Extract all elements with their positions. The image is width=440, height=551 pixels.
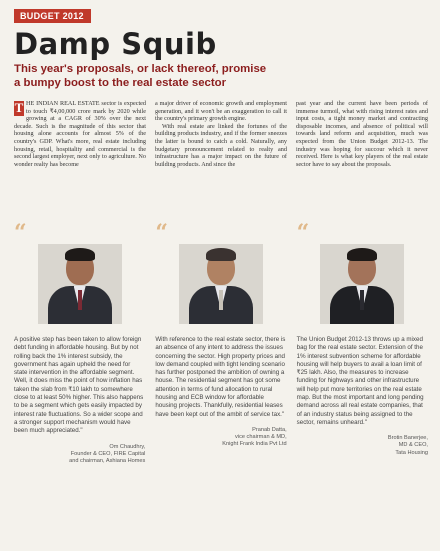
person-name: Pranab Datta, <box>252 426 287 433</box>
person-name: Om Chaudhry, <box>109 443 146 450</box>
person-title: Founder & CEO, FIRE Capital <box>70 450 146 457</box>
quote-attribution <box>155 427 286 449</box>
subhead <box>14 62 428 90</box>
portrait-photo-2 <box>179 244 263 324</box>
column-3-text: past year and the current have been periods of immense turmoil, what with rising interest rates and input costs, a tight money market and contracting disposable incomes, and absence of political will towards land reform and acquisition, much was expected from the Union Budget 2012-13. The industry was hoping for succour which it never received. Here is what key players of the real estate sector have to say about the proposals. <box>296 100 428 168</box>
quote-attribution <box>297 435 428 457</box>
column-1-text: sector is expected to touch ₹4,00,000 crore mark by 2020 while growing at a CAGR of 30% over the next decade. Such is the magnitude of this sector that housing alone accounts for almost 5% of the country's GDP. What's more, real estate including housing, retail, hospitality and commercial is the second largest employer, next only to agriculture. No wonder realty has become <box>14 100 147 168</box>
article-column-3 <box>296 100 428 212</box>
section-tag: BUDGET 2012 <box>14 9 91 23</box>
person-company: Tata Housing <box>395 449 428 456</box>
headline: Damp Squib <box>14 27 217 61</box>
quote-mark-icon: “ <box>14 220 27 246</box>
quotes-row <box>14 220 428 514</box>
article-body <box>14 100 428 212</box>
quote-text: A positive step has been taken to allow foreign debt funding in affordable housing. But by not rolling back the 1% interest subsidy, the government has again upheld the need for state intervention in the affordable segment. Well, it does miss the point of how inflation has taken the slab from ₹10 lakh to somewhere close to at least 50% higher. This also happens to be a segment which gets easily impacted by interest rate fluctuations. So a wider scope and a stronger support mechanism would have been much appreciated." <box>14 336 144 435</box>
drop-cap: T <box>14 100 24 115</box>
subhead-line-2: a bumpy boost to the real estate sector <box>14 77 227 89</box>
column-2-paragraph-1: a major driver of economic growth and employment generation, and it won't be an exaggeration to call it the country's primary growth engine. <box>155 100 287 123</box>
quote-block-3 <box>296 220 428 514</box>
person-title: vice chairman & MD, <box>235 434 287 441</box>
person-company: and chairman, Ashiana Homes <box>69 457 146 464</box>
quote-block-2 <box>155 220 287 514</box>
person-company: Knight Frank India Pvt Ltd <box>222 441 287 448</box>
article-column-2 <box>155 100 287 212</box>
quote-block-1 <box>14 220 146 514</box>
person-name: Brotin Banerjee, <box>387 435 428 442</box>
lead-in: HE INDIAN REAL ESTATE <box>26 100 100 107</box>
portrait-photo-1 <box>38 244 122 324</box>
portrait-photo-3 <box>320 244 404 324</box>
column-2-paragraph-2: With real estate are linked the fortunes of the building products industry, and if the former sneezes the latter is bound to catch a cold. Naturally, any budgetary pronouncement related to realty and infrastructure has a major impact on the future of building products. And since the <box>155 122 287 168</box>
person-title: MD & CEO, <box>398 442 428 449</box>
quote-text: The Union Budget 2012-13 throws up a mixed bag for the real estate sector. Extension of the 1% interest subvention scheme for affordable housing will help buyers to avail a loan limit of ₹25 lakh. Also, the measures to increase funding for highways and other infrastructure will help put more territories on the real estate map. But the most important and long pending demand across all real estate companies, that of an industry status being assigned to the sector, remains unheard." <box>296 336 424 426</box>
article-column-1 <box>14 100 146 212</box>
quote-mark-icon: “ <box>155 220 168 246</box>
subhead-line-1: This year's proposals, or lack thereof, promise <box>14 63 267 75</box>
quote-attribution <box>14 444 145 466</box>
quote-text: With reference to the real estate sector, there is an absence of any intent to address the issues concerning the sector. High property prices and low demand coupled with tight lending scenario has further postponed the ambition of owning a house. The residential segment has got some attention in terms of fund allocation to rural housing and ECB window for affordable housing projects. Thankfully, residential leases have been kept out of the ambit of service tax." <box>155 336 286 418</box>
quote-mark-icon: “ <box>296 220 310 246</box>
